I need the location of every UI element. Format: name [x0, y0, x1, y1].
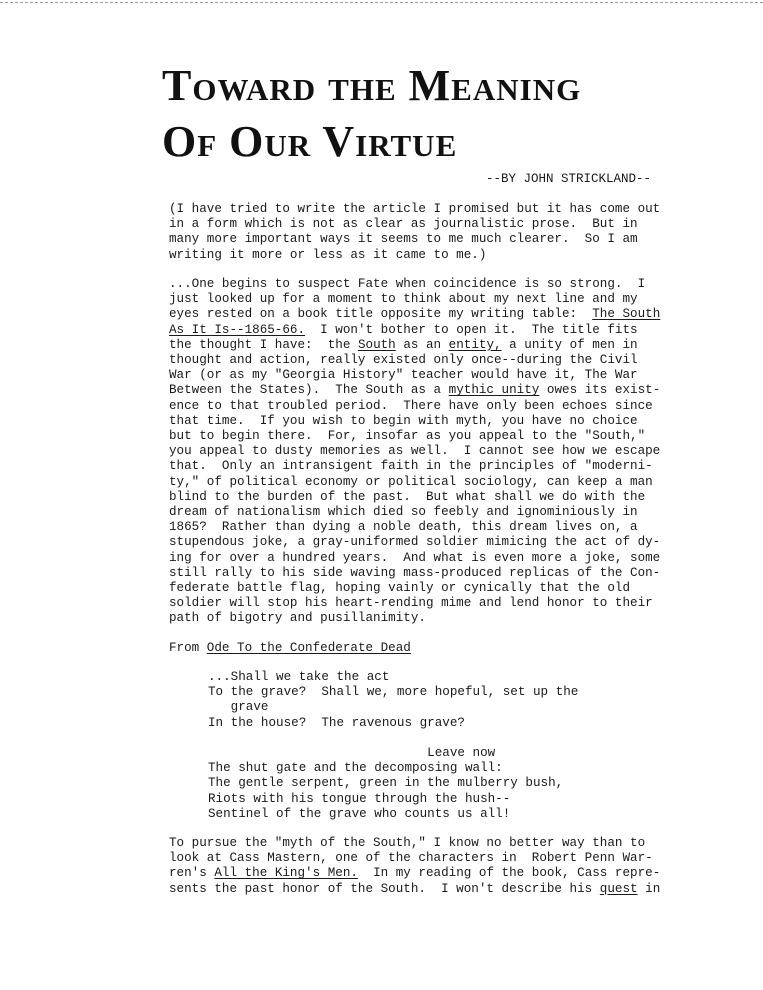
body-paragraph: [169, 277, 669, 627]
body-line: stupendous joke, a gray-uniformed soldier mimicing the act of dy-: [169, 535, 661, 550]
body-line: dream of nationalism which died so feebly and ignominiously in: [169, 505, 638, 520]
poem-excerpt: [208, 670, 578, 822]
body-line: the thought I have: the: [169, 337, 351, 352]
from-label: From: [169, 641, 200, 655]
poem-title: Ode To the Confederate Dead: [206, 641, 411, 655]
poem-line: The gentle serpent, green in the mulberry bush,: [208, 776, 564, 791]
poem-line: To the grave? Shall we, more hopeful, set up the: [208, 685, 579, 700]
body-line: eyes rested on a book title opposite my writing table:: [169, 307, 578, 322]
body-line: I won't bother to open it. The title fits: [320, 322, 638, 337]
poem-line: In the house? The ravenous grave?: [208, 715, 465, 730]
body-line: but to begin there. For, insofar as you appeal to the "South,": [169, 429, 646, 444]
body-line: 1865? Rather than dying a noble death, this dream lives on, a: [169, 520, 638, 535]
closing-fragment: sents the past honor of the South. I won't describe his: [169, 881, 593, 896]
title-line-2: Of Our Virtue: [162, 117, 458, 166]
body-line: ...One begins to suspect Fate when coincidence is so strong. I: [169, 277, 646, 291]
body-line: path of bigotry and pusillanimity.: [169, 611, 426, 626]
body-line: ty," of political economy or political sociology, can keep a man: [169, 474, 653, 489]
body-line: Between the States). The South as a: [169, 383, 442, 398]
poem-line: The shut gate and the decomposing wall:: [208, 761, 503, 776]
poem-line: Sentinel of the grave who counts us all!: [208, 806, 511, 821]
closing-line: look at Cass Mastern, one of the characters in Robert Penn War-: [169, 851, 653, 866]
underlined-south: South: [357, 337, 396, 352]
closing-paragraph: [169, 836, 669, 897]
intro-line: many more important ways it seems to me much clearer. So I am: [169, 232, 638, 247]
body-fragment: as an: [403, 337, 442, 352]
scan-edge-line: [0, 2, 763, 3]
intro-paragraph: [169, 202, 669, 263]
poem-line: ...Shall we take the act: [208, 670, 390, 684]
body-line: just looked up for a moment to think about my next line and my: [169, 292, 638, 307]
poem-line: grave: [208, 700, 269, 715]
body-line: ing for over a hundred years. And what is even more a joke, some: [169, 550, 661, 565]
title-line-1: Toward the Meaning: [162, 61, 582, 110]
byline: --BY JOHN STRICKLAND--: [486, 172, 652, 186]
book-title-part-1: The South: [592, 307, 661, 322]
body-line: that time. If you wish to begin with myth, you have no choice: [169, 413, 638, 428]
underlined-mythic-unity: mythic unity: [448, 383, 540, 398]
book-title-all-the-kings-men: All the King's Men.: [214, 866, 358, 881]
closing-fragment: In my reading of the book, Cass repre-: [373, 866, 661, 881]
body-line: thought and action, really existed only once--during the Civil: [169, 353, 638, 368]
body-line: still rally to his side waving mass-produced replicas of the Con-: [169, 565, 661, 580]
body-fragment: owes its exist-: [546, 383, 661, 398]
body-fragment: a unity of men in: [509, 337, 638, 352]
underlined-quest: quest: [599, 881, 638, 896]
body-line: soldier will stop his heart-rending mime and lend honor to their: [169, 596, 653, 611]
intro-line: writing it more or less as it came to me.): [169, 247, 487, 262]
closing-fragment: in: [645, 881, 661, 896]
closing-line: To pursue the "myth of the South," I know no better way than to: [169, 836, 646, 850]
body-line: blind to the burden of the past. But what shall we do with the: [169, 489, 646, 504]
poem-source-line: [169, 641, 669, 656]
intro-line: (I have tried to write the article I promised but it has come out: [169, 202, 661, 216]
body-line: War (or as my "Georgia History" teacher would have it, The War: [169, 368, 638, 383]
underlined-entity: entity,: [448, 337, 502, 352]
closing-fragment: ren's: [169, 866, 207, 881]
body-line: federate battle flag, hoping vainly or cynically that the old: [169, 581, 631, 596]
article-title: [162, 58, 581, 170]
poem-line: Riots with his tongue through the hush--: [208, 791, 511, 806]
book-title-part-2: As It Is--1865-66.: [169, 322, 306, 337]
body-line: that. Only an intransigent faith in the principles of "moderni-: [169, 459, 653, 474]
poem-line: Leave now: [208, 746, 496, 761]
intro-line: in a form which is not as clear as journalistic prose. But in: [169, 217, 638, 232]
body-line: ence to that troubled period. There have only been echoes since: [169, 398, 653, 413]
body-line: you appeal to dusty memories as well. I cannot see how we escape: [169, 444, 661, 459]
